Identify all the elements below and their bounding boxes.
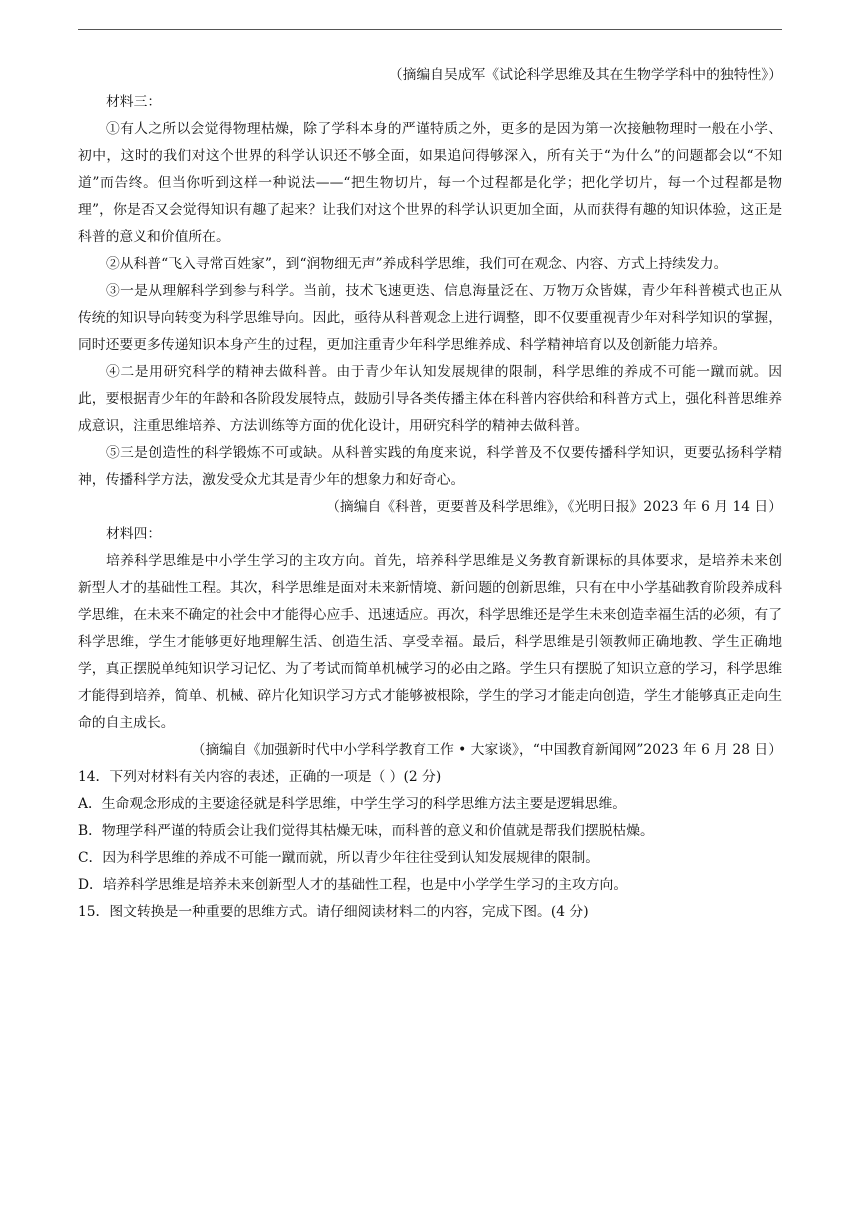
material-3-paragraph-1: ①有人之所以会觉得物理枯燥，除了学科本身的严谨特质之外，更多的是因为第一次接触物理时一般在小学、初中，这时的我们对这个世界的科学认识还不够全面，如果追问得够深入，所有关于“为什么”的问题都会以“不知道”而告终。但当你听到这样一种说法——“把生物切片，每一个过程都是化学；把化学切片，每一个过程都是物理”，你是否又会觉得知识有趣了起来？让我们对这个世界的科学认识更加全面，从而获得有趣的知识体验，这正是科普的意义和价值所在。 (78, 121, 782, 245)
source-citation-1: （摘编自吴成军《试论科学思维及其在生物学学科中的独特性》） (388, 67, 782, 83)
material-4-heading: 材料四： (106, 526, 162, 542)
material-3-paragraph-5: ⑤三是创造性的科学锻炼不可或缺。从科普实践的角度来说，科学普及不仅要传播科学知识，更要弘扬科学精神，传播科学方法，激发受众尤其是青少年的想象力和好奇心。 (78, 445, 782, 488)
question-15: 15．图文转换是一种重要的思维方式。请仔细阅读材料二的内容，完成下图。(4 分) (78, 904, 589, 920)
header-rule (78, 29, 782, 30)
material-3-paragraph-2: ②从科普“飞入寻常百姓家”，到“润物细无声”养成科学思维，我们可在观念、内容、方式上持续发力。 (106, 256, 728, 272)
question-14-option-c: C．因为科学思维的养成不可能一蹴而就，所以青少年往往受到认知发展规律的限制。 (78, 850, 600, 866)
question-14-option-a: A．生命观念形成的主要途径就是科学思维，中学生学习的科学思维方法主要是逻辑思维。 (78, 796, 627, 812)
material-3-paragraph-4: ④二是用研究科学的精神去做科普。由于青少年认知发展规律的限制，科学思维的养成不可能一蹴而就。因此，要根据青少年的年龄和各阶段发展特点，鼓励引导各类传播主体在科普内容供给和科普方式上，强化科普思维养成意识，注重思维培养、方法训练等方面的优化设计，用研究科学的精神去做科普。 (78, 364, 782, 434)
material-4-paragraph-1: 培养科学思维是中小学生学习的主攻方向。首先，培养科学思维是义务教育新课标的具体要求，是培养未来创新型人才的基础性工程。其次，科学思维是面对未来新情境、新问题的创新思维，只有在中小学基础教育阶段养成科学思维，在未来不确定的社会中才能得心应手、迅速适应。再次，科学思维还是学生未来创造幸福生活的必须，有了科学思维，学生才能够更好地理解生活、创造生活、享受幸福。最后，科学思维是引领教师正确地教、学生正确地学，真正摆脱单纯知识学习记忆、为了考试而简单机械学习的必由之路。学生只有摆脱了知识立意的学习，科学思维才能得到培养，简单、机械、碎片化知识学习方式才能够被根除，学生的学习才能走向创造，学生才能够真正走向生命的自主成长。 (78, 553, 782, 731)
material-3-source: （摘编自《科普，更要普及科学思维》，《光明日报》2023 年 6 月 14 日） (326, 499, 782, 515)
material-3-heading: 材料三： (106, 94, 162, 110)
question-14-option-d: D．培养科学思维是培养未来创新型人才的基础性工程，也是中小学学生学习的主攻方向。 (78, 877, 628, 893)
material-3-paragraph-3: ③一是从理解科学到参与科学。当前，技术飞速更迭、信息海量泛在、万物万众皆媒，青少年科普模式也正从传统的知识导向转变为科学思维导向。因此，亟待从科普观念上进行调整，即不仅要重视青少年对科学知识的掌握，同时还要更多传递知识本身产生的过程，更加注重青少年科学思维养成、科学精神培育以及创新能力培养。 (78, 283, 782, 353)
question-14: 14．下列对材料有关内容的表述，正确的一项是（ ）(2 分) (78, 769, 442, 785)
document-body (78, 62, 782, 926)
material-4-source: （摘编自《加强新时代中小学科学教育工作 • 大家谈》，“中国教育新闻网”2023 年 6 月 28 日） (191, 742, 782, 758)
question-14-option-b: B．物理学科严谨的特质会让我们觉得其枯燥无味，而科普的意义和价值就是帮我们摆脱枯燥。 (78, 823, 654, 839)
